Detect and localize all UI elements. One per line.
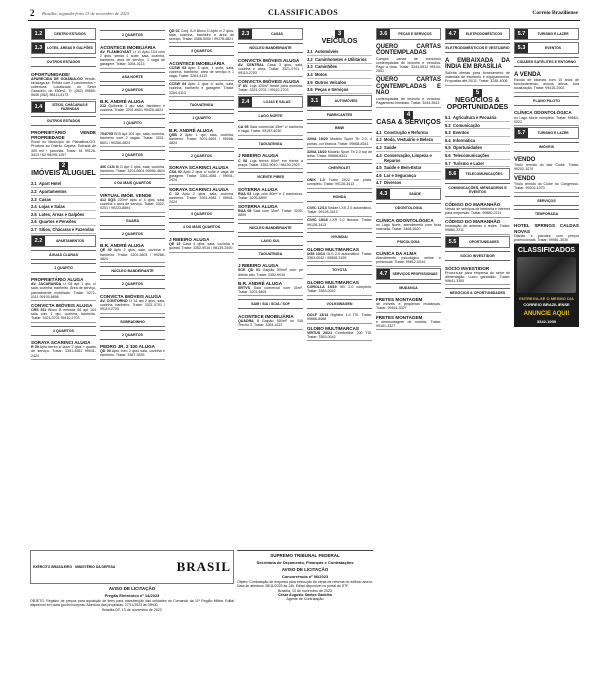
classified-ad: VENDO Título remido do Clube do Congresso. Tratar: 99202-1070 [514,174,579,193]
ad-location: APARECIDA DE GOIÂNIA-GO [31,76,83,81]
column-8 [513,27,580,675]
subsection-title: IMÓVEIS [514,142,579,152]
classified-ad: CCSW 04 Apto 3 qtos c/ suíte, sala, cozinha, banheiro e garagem. Tratar: 3264-4113 [169,81,234,97]
category-bar: 5.7 TURISMO E LAZER [514,28,579,40]
subsection-title: ÁGUAS CLARAS [31,250,96,260]
notice-signer: César Augusto Santos Gadelha [278,593,332,598]
section-heading: 5 NEGÓCIOS & OPORTUNIDADES [446,89,509,111]
column-2 [99,27,166,547]
classified-ad: HOTEL SPRINGS CALDAS NOVAS Diárias e pacotes com preços promocionais. Tratar: 99981-3030 [514,222,579,244]
classified-ad: J RIBEIRO ALUGA C 08 Loja térrea 60m² em frente à praça. Tratar: 3352-9010 / 98139-2920 [238,152,303,169]
subsection-title: TAGUATINGA [169,100,234,110]
subsection-title: 2 QUARTOS [100,330,165,340]
section-heading: 3 VEÍCULOS [321,31,358,45]
classified-ad: B.R. ANDRÉ ALUGA QSB 2 Apto 1 qto, sala, cozinha, banheiro. Tratar: 3201-6601 / 99266-4824 [169,126,234,147]
category-index-item: 3.6 Peças e Serviços [307,86,372,94]
notice-heading: AVISO DE LICITAÇÃO [281,567,329,572]
subsection-title: TEMPORADA [514,209,579,219]
category-index-item: 2.2 Apartamentos [31,188,96,196]
army-notice [30,550,234,675]
column-6 [375,27,442,675]
notice-body [30,586,234,612]
subsection-title: TAGUATINGA [238,139,303,149]
category-index-item: 4.7 Diversos [376,180,441,188]
subsection-title: FABRICANTES [307,110,372,120]
category-index-item: 2.5 Lotes, Áreas e Galpões [31,211,96,219]
classified-ad: ACONTECE IMOBILIÁRIA CCSW 03 Apto 3 qtos, 1 suíte, sala, cozinha, banheiro, área de serviço e 1 vaga. Tratar: 3264-4113 [169,59,234,80]
category-bar: 2.4 LOJAS E SALAS [238,96,303,108]
classified-ad: A VENDA Escola de idiomas com 10 anos de funcionamento, alunos ativos, boa localização. Tratar: 99415-2002 [514,70,579,93]
promo-title: CLASSIFICADOS [517,247,576,255]
notice-body [237,553,373,601]
notice-title: AVISO DE LICITAÇÃO [108,586,156,591]
classified-ad: ONIX 1.0 Turbo 2022 cor prata, completo. Tratar: 99128-3413 [307,176,372,188]
classified-ad: 320iA 19/20 Modelo Sport Tb 2.0, 4 portas, cor branca. Tratar: 99668-8341 [307,136,372,148]
classified-ad: FRETES MONTAGEM e desmontagem de móveis. Tratar: 99161-3327 [376,313,441,330]
category-index [445,114,510,167]
promo-tagline: ENTREGA-SE O MESMO DIA [519,296,574,302]
subsection-title: NÚCLEO BANDEIRANTE [100,266,165,276]
classified-ad: CIVIC 15/16 LXR 2.0 flexone. Tratar: 99128-3413 [307,217,372,229]
notice-banner [30,550,234,584]
classified-ad: CONVICTA IMÓVEIS ALUGA CRS 511 Bloco B entrada 66 apt 104 sala com 1 qto, cozinha, banheiro. Tratar: 3321-0701 99110-2703 [31,301,96,322]
category-index-item: 5.6 Telecomunicações [445,152,510,160]
subsection-title: NEGÓCIOS & OPORTUNIDADES [445,288,510,298]
classified-ad: SÓCIO INVESTIDOR Procura-se para empresa do setor de alimentação. Lucro garantido. Tratar: 99641-3300 [445,264,510,285]
promo-phone: 3342-1000 [536,319,557,325]
ad-title: PROPRIETÁRIO VENDE PROPRIEDADE [31,130,96,141]
category-index-item: 4.2 Moda, Vestuário e Beleza [376,137,441,145]
subsection-title: PSICOLOGIA [376,237,441,247]
subsection-title: TOYOTA [307,265,372,275]
subsection-title: VICENTE PIRES [238,172,303,182]
subsection-title: LAGO SUL [238,236,303,246]
category-number: 1.3 [32,43,45,53]
classified-ad: VIRTUAL IMÓB. VENDE 412 SQS 220m² apto c/ 4 qtos, sala, cozinha e área de serviço. Tratar: 3322-0201 / 99223-8894 [100,191,165,212]
subsection-title: BMW [307,123,372,133]
category-bar [31,28,96,40]
subsection-title: 4 OU MAIS QUARTOS [100,178,165,188]
classified-ad: CONVICTA IMÓVEIS ALUGA 3ª AV. Loja 120m² frente para avenida. Tratar: 3321-0701 / 99110-2703 [238,77,303,94]
category-bar: 3.6 PEÇAS E SERVIÇOS [376,28,441,40]
subsection-title: 2 QUARTOS [100,150,165,160]
subsection-title: CHEVROLET [307,163,372,173]
newspaper-brand: Correio Braziliense [532,10,578,16]
category-index-item: 4.3 Saúde [376,144,441,152]
category-index-item: 2.3 Casas [31,196,96,204]
classified-ad: SORAYA SCARINCI ALUGA CSA 02 Apto 2 qtos c/ suíte e vaga de garagem. Tratar: 3351-4581 / 99941-2424 [169,164,234,185]
subsection-title: 1 QUARTO [31,263,96,273]
classified-ad [31,129,96,160]
subsection-title: SERVIÇOS [514,196,579,206]
classified-ad: SOTERRA ALUGA RUA 08 Sala com 35m². Tratar: 3205-8899 [238,203,303,220]
classified-ad: A EMBAIXADA DA ÍNDIA EM BRASÍLIA Solicita ofertas para fornecimento de materiais de escritório e equipamentos. Propostas até 20/11. Tratar: 3248-4006 [445,56,510,86]
notice-text: Objeto: Contratação de empresa para execução de obras de reforma do edifício anexo. Data de abertura: 28/11/2023 às 14h. Edital disponível no portal do STF. [237,580,373,589]
column-7 [444,27,511,675]
classified-ad: ACONTECE IMOBILIÁRIA AV. FLAMBOYANT Lt 11 Apto 104 com 2 qtos, sendo 1 suíte, sala, cozinha, banheiro, área de serviço, 1 vaga de garagem. Tratar: 3264-4113 [100,43,165,69]
classified-ad: CIVIC 12/13 Sedan LXS 2.0 automático. Tratar: 99128-3413 [307,205,372,217]
classified-ad: GOLF 13/14 Highline 1.4 TSI. Tratar: 99666-8088 [307,312,372,324]
notice-subtitle: Pregão Eletrônico nº 14/2023 [104,593,160,598]
category-index-item: 2.6 Quartos e Pensões [31,219,96,227]
section-heading-title: IMÓVEIS ALUGUEL [31,170,96,178]
classified-ad: SORAYA SCARINCI ALUGA R 39 Apto térreo c/ lazer 2 qtos + quarto de serviço. Tratar: 3351-4581 99941-2424 [31,339,96,360]
page-header [28,8,580,21]
classified-ad: QD 02 Conj. A-9 Bloco D Apto c/ 2 qtos, sala, cozinha, banheiro e área de serviço. Tratar: 3386-5050 / 99178-4821 [169,27,234,43]
category-number: 1.2 [32,29,45,39]
classified-ad: B.R. ANDRÉ ALUGA SRTVS Sala comercial com 30m². Tratar: 3201-6601 [238,279,303,296]
category-bar: 5.5 OPORTUNIDADES [445,236,510,248]
subsection-title: 3 QUARTOS [169,209,234,219]
category-title: CENTRO ESTUDOS [54,32,86,36]
subsection-title: ODONTOLOGIA [376,203,441,213]
subsection-title: NÚCLEO BANDEIRANTE [238,43,303,53]
category-title: APARTAMENTOS [55,238,85,243]
classified-ad: QUERO CARTAS CONTEMPLADAS E NÃO contempladas de imóveis e veículos. Pagamento imediato. Tratar: 3244-5512 [376,76,441,108]
category-bar: 4.7 SERVIÇOS PROFISSIONAIS [376,268,441,280]
notice-right-label: MINISTÉRIO DA DEFESA [75,565,116,569]
classified-ad: PEDRO JR. 2 100 ALUGA QD 03 Apto com 2 qtos sala, cozinha e banheiro. Tratar: 3387-3535 [100,343,165,360]
category-index-item: 5.3 Eventos [445,129,510,137]
subsection-title: SÓCIO INVESTIDOR [445,251,510,261]
classified-ad: B.R. ANDRÉ ALUGA QE 40 Apto 2 qtos, sala, cozinha e banheiro. Tratar: 3201-6601 / 99266-4824 [100,242,165,263]
category-index-item: 4.5 Saúde e Bem-Estar [376,164,441,172]
brasil-logo: BRASIL [176,559,231,574]
subsection-title: PLANO PILOTO [514,96,579,106]
classified-ad: GLOBO MULTIMARCAS VIRTUS 20/21 Comfortline 200 TSI. Tratar: 3363-0042 [307,324,372,341]
subsection-title: 2 QUARTOS [169,151,234,161]
page-date: Brasília, segunda-feira 13 de novembro de 2023 [42,11,130,16]
category-number: 1.4 [32,102,45,112]
notice-signature: Brasília-DF, 13 de novembro de 2023 [102,608,162,613]
subsection-title: VOLKSWAGEN [307,299,372,309]
category-index-item: 3.4 Motos [307,71,372,79]
subsection-title: 2 QUARTOS [100,85,165,95]
subsection-title: HYUNDAI [307,232,372,242]
classified-ad: GLOBO MULTIMARCAS IX35 13/14 GLS 2.0 automático. Tratar: 3363-0042 / 99808-3199 [307,245,372,262]
category-index [307,48,372,94]
category-bar: 3.1 AUTOMÓVEIS [307,95,372,107]
category-index [376,129,441,187]
category-index-item: 3.1 Automóveis [307,48,372,56]
notice-left-label: EXÉRCITO BRASILEIRO [33,565,73,569]
promo-banner[interactable] [514,244,579,327]
subsection-title: CIDADES SATÉLITES E ENTORNO [514,57,579,67]
category-title: LOTES, ÁREAS E GALPÕES [47,46,93,50]
category-number: 2.2 [32,236,45,246]
notice-date: Brasília, 10 de novembro de 2023 [278,589,332,594]
category-bar [31,101,96,113]
promo-brand: CORREIO BRAZILIENSE [523,302,570,308]
classified-ad: SOTERRA ALUGA RUA 03 Loja com 80m² e 2 banheiros. Tratar: 3205-8899 [238,185,303,202]
category-index-item: 5.2 Comunicação [445,122,510,130]
section-number: 2 [59,162,68,170]
notice-signer-role: Agente de Contratação [286,597,324,602]
promo-cta: ANUNCIE AQUI! [523,311,570,318]
classified-ad: CÓDIGO DO MARANHÃO Venda de serviços de telefonia e internet para empresas. Tratar: 99880-2211 [445,200,510,217]
classified-ad: 406 CLN Bl D Apt 2 qtos, sala, cozinha, banheiro. Tratar: 3201-6601 99266-4824 [100,163,165,175]
page-number: 2 [30,8,35,18]
category-bar: 5.7 TURISMO E LAZER [514,127,579,139]
category-index-item: 5.5 Oportunidades [445,145,510,153]
category-bar: 5.3 EVENTOS [514,42,579,54]
promo-image [517,257,576,293]
category-index-item: 4.6 Lar e Segurança [376,172,441,180]
category-index-item: 5.1 Agricultura e Pecuária [445,114,510,122]
subsection-title: COMUNICAÇÕES, MENSAGENS E EVENTOS [445,183,510,197]
subsection-title: MUDANÇA [376,283,441,293]
notice-text: OBJETO: Registro de preços para aquisição de itens para manutenção das unidades do Comando da 11ª Região Militar. Edital disponível em www.gov.br/compras. Abertura das propostas: 27/11/2023 às 09h00. [30,599,234,608]
subsection-title: OUTROS ESTADOS [31,57,96,67]
classified-ad: VENDO Título remido do Iate Clube. Tratar: 99202-1070 [514,155,579,174]
classified-ad: CLÍNICA ODONTOLÓGICA no Lago Norte, atendimento com hora marcada. Tratar: 3468-5520 [376,216,441,233]
subsection-title: OUTROS ESTADOS [31,116,96,126]
subsection-title: SOBRADINHO [100,317,165,327]
category-index-item: 2.1 Apart Hotel [31,181,96,189]
category-index-item: 2.7 Sítios, Chácaras e Fazendas [31,226,95,232]
subsection-title: 1 QUARTO [100,118,165,128]
category-index-item: 4.1 Construção e Reforma [376,129,441,137]
subsection-title: 4 OU MAIS QUARTOS [169,222,234,232]
subsection-title: 1 QUARTO [169,113,234,123]
category-index-item: 4.4 Conservação, Limpeza e Reparos [376,152,441,165]
subsection-title: SAM / SIA / SCIA / SOF [238,299,303,309]
column-4 [237,27,304,547]
category-bar [31,235,96,247]
category-index-item: 5.7 Turismo e Lazer [445,160,510,168]
classified-ad: 320iA 18/20 Modelo Sport Tb 2.0 top de linha. Tratar: 99668-8341 [307,148,372,160]
subsection-title: 3 QUARTOS [169,46,234,56]
classified-ad: CÓDIGO DO MARANHÃO Instalação de antenas e redes. Tratar: 99880-2211 [445,218,510,235]
notice-title: SUPREMO TRIBUNAL FEDERAL [270,553,340,558]
ad-title: OPORTUNIDADE! [31,71,70,77]
classified-ad: CONVICTA IMÓVEIS ALUGA AV. CENTRAL Casa 3 qtos, sala, cozinha e área. Tratar: 3321-0701 / 99110-2703 [238,56,303,77]
category-index [31,181,96,234]
section-title: CLASSIFICADOS [268,8,339,17]
category-bar: 4.7 ELETRODOMÉSTICOS [445,28,510,40]
classified-ad [31,70,96,100]
notice-heading-2: Concorrência nº 06/2023 [281,574,329,579]
category-index-item: 2.4 Lojas e Salas [31,203,96,211]
subsection-title: ASA NORTE [100,72,165,82]
subsection-title: 2 QUARTOS [100,279,165,289]
classified-ad: FRETES MONTAGEM de móveis e pequenas mudanças. Tratar: 99161-3327 [376,296,441,313]
category-bar: 4.3 SAÚDE [376,188,441,200]
section-heading: 4 CASA & SERVIÇOS [376,111,441,126]
subsection-title: HONDA [307,192,372,202]
subsection-title: GUARÁ [100,216,165,226]
subsection-title: TAGUATINGA [238,249,303,259]
subsection-title: 2 QUARTOS [100,229,165,239]
classified-ad: ACONTECE IMOBILIÁRIA QUADRA 3 Galpão 500m² no SIA Trecho 3. Tratar: 3264-4113 [238,312,303,329]
subsection-title: 2 QUARTOS [31,326,96,336]
classified-ad: J RIBEIRO ALUGA QE 13 Casa 4 qtos, sala, cozinha e quintal. Tratar: 3352-9010 / 98139-2920 [169,235,234,252]
column-5 [306,27,373,547]
category-index-item: 3.2 Caminhonetes e Utilitários [307,56,372,64]
category-bar: 5.6 TELECOMUNICAÇÕES [445,168,510,180]
category-title: SÍTIOS, CHÁCARAS E FAZENDAS [52,102,88,111]
category-index-item: 5.4 Informática [445,137,510,145]
category-index-item: 3.3 Caminhões [307,64,372,72]
stf-notice [237,550,373,675]
column-3 [168,27,235,547]
classified-ad: CA 05 Sala comercial 45m² c/ banheiro e vaga. Tratar: 99192-4030 [238,124,303,136]
ad-text: Rural no Município de Planaltina-GO. Próxima ao Distrito Capela. Entrada de 300 mil + parcelas. Tratar: 61 99128-3413 / 62 98295-1257 [31,140,96,157]
classified-ad: CLÍNICA ODONTOLÓGICA no Lago Norte completa. Tratar: 99664-0022 [514,109,579,126]
classified-ad: B.R. ANDRÉ ALUGA 212 Quitinete 1 qto sala, banheiro e cozinha. Tratar: 3201-6601 99426-4824 [100,98,165,115]
subsection-title: ELETRODOMÉSTICOS E VESTUÁRIO [445,43,510,53]
classified-ad: CONVICTA IMÓVEIS ALUGA AV. CONTORNO Lt 14 apt 2 qtos, sala, cozinha, banheiro. Tratar: 3321-0701 / 99110-2703 [100,292,165,313]
classified-ad: SORAYA SCARINCI ALUGA C 12 Apto 2 qtos, sala, cozinha, banheiro. Tratar: 3351-4581 / 99941-2424 [169,185,234,206]
category-bar [31,42,96,54]
classified-ad: J RIBEIRO ALUGA SCE QD 01 Galpão 300m² com pé direito alto. Tratar: 3352-9010 [238,262,303,279]
classified-ad: GLOBO MULTIMARCAS COROLLA 19/19 XEi 2.0 completo. Tratar: 3363-0042 [307,278,372,295]
classified-ad: QUERO CARTAS CONTEMPLADAS Compro cartas de consórcio contempladas de imóveis e veículos. Pago à vista. Tratar: 3244-5512 99104-2551 [376,42,441,76]
notice-subtitle: Secretaria de Orçamento, Finanças e Contratações [256,560,354,565]
classified-ad: PROPRIETÁRIO ALUGA AV. JACARANDÁ Lt 05 apt 1 qto, c/ sala, cozinha, banheiro. Área de serviço, parcialmente mobiliado. Tratar: 3272-0111 99193-8898 [31,276,96,302]
category-index-item: 3.5 Outros Veículos [307,79,372,87]
classified-ad: 704/705 Bl B Apt 201 qto, sala, cozinha, banheiro com 2 vagas. Tratar: 3201-6601 / 99266-4824 [100,131,165,147]
subsection-title: LAGO NORTE [238,111,303,121]
classified-ad: CLÍNICA DA ALMA Atendimento psicológico online e presencial. Tratar: 99812-0044 [376,250,441,267]
category-bar: 2.3 CASAS [238,28,303,40]
subsection-title: 2 QUARTOS [100,30,165,40]
ad-text: Vende-se/aluga-se. Prédio com 2 pavimentos + cobertura. Localizado no Setor Garavelo, de 450m2. TI: (062) 99669-5646 (062) 98411-5173 [31,76,96,98]
section-heading [31,162,96,177]
subsection-title: NÚCLEO BANDEIRANTE [238,223,303,233]
